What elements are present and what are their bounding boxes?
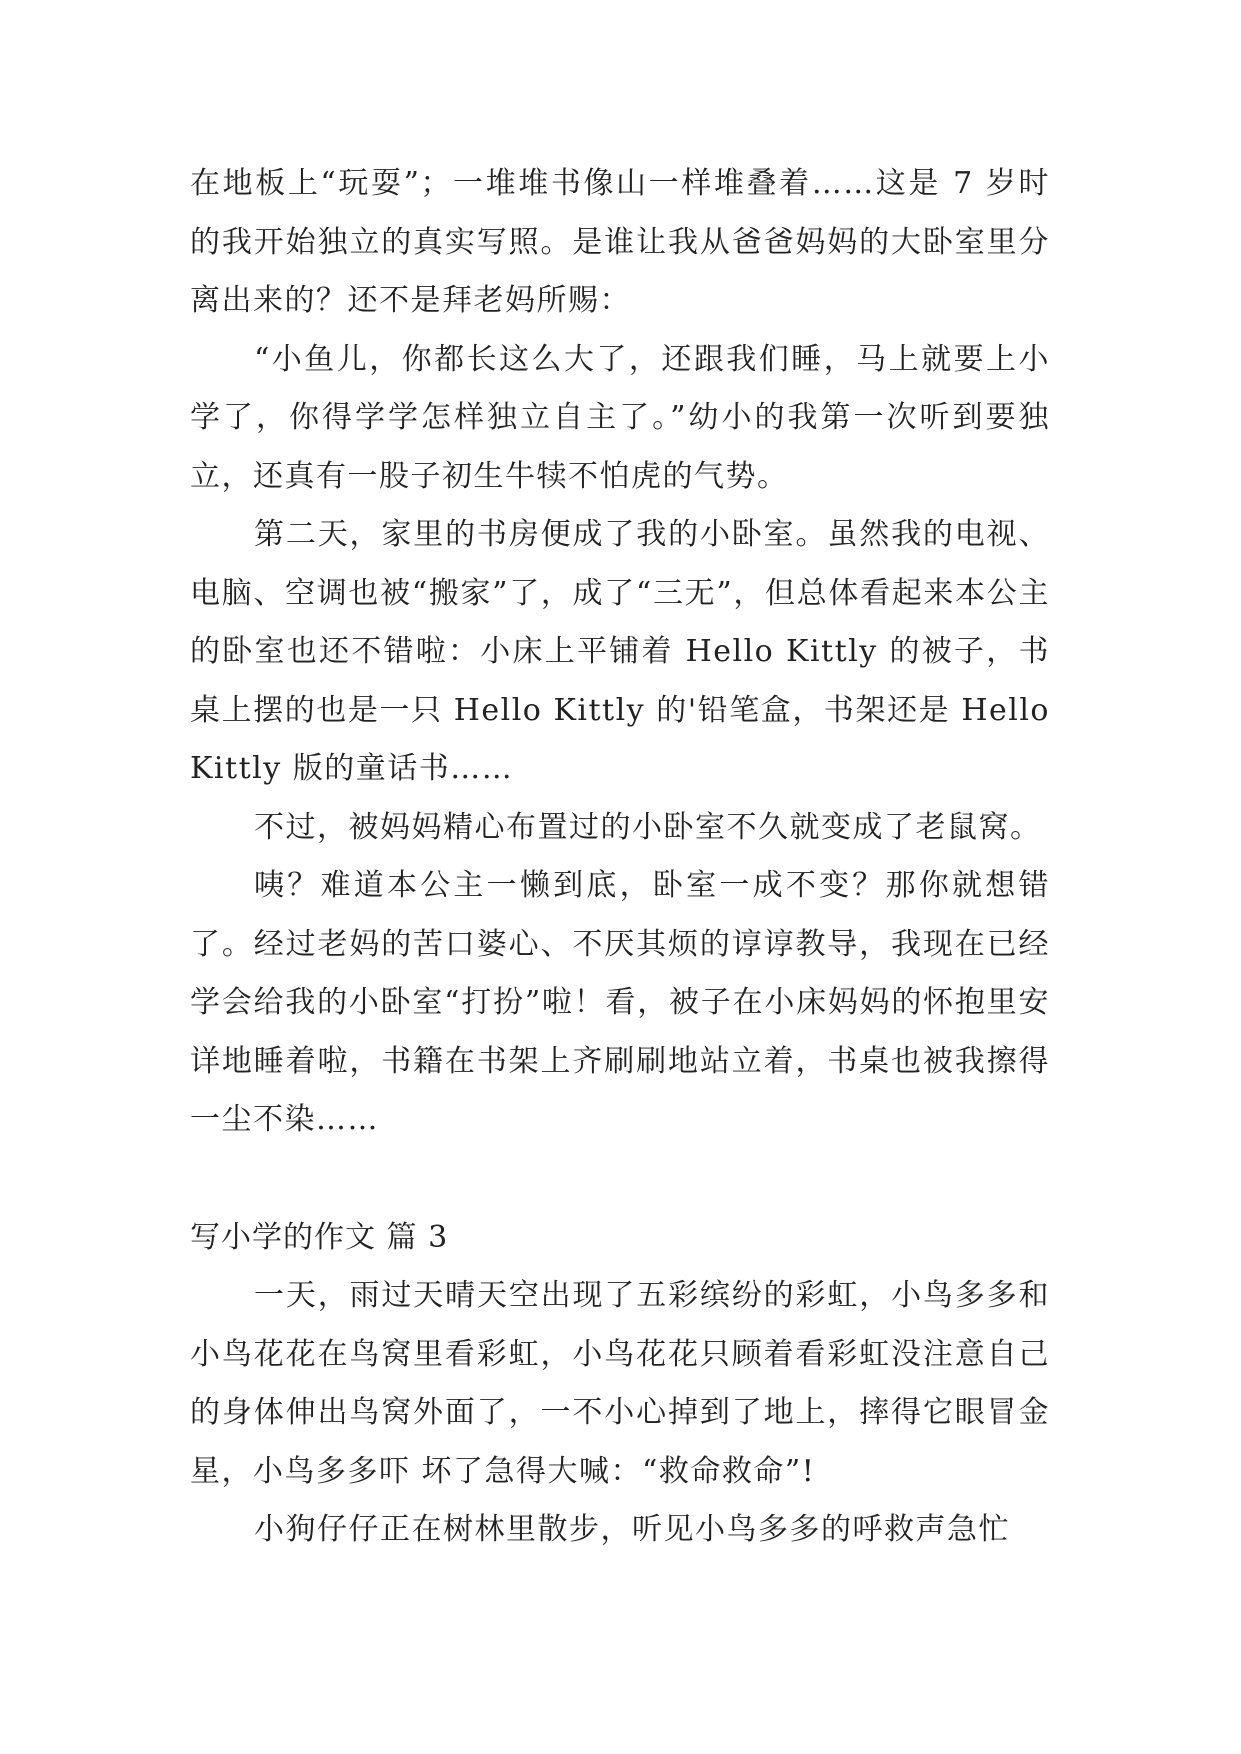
essay-body-part-two	[190, 1267, 1050, 1560]
paragraph: 咦？难道本公主一懒到底，卧室一成不变？那你就想错了。经过老妈的苦口婆心、不厌其烦的谆谆教导，我现在已经学会给我的小卧室“打扮”啦！看，被子在小床妈妈的怀抱里安详地睡着啦，书籍在书架上齐刷刷地站立着，书桌也被我擦得一尘不染……	[190, 868, 1050, 1137]
paragraph: 第二天，家里的书房便成了我的小卧室。虽然我的电视、电脑、空调也被“搬家”了，成了“三无”，但总体看起来本公主的卧室也还不错啦：小床上平铺着 Hello Kittly 的被子，书桌上摆的也是一只 Hello Kittly 的'铅笔盒，书架还是 Hello Kittly 版的童话书……	[190, 517, 1050, 786]
paragraph: 在地板上“玩耍”；一堆堆书像山一样堆叠着……这是 7 岁时的我开始独立的真实写照。是谁让我从爸爸妈妈的大卧室里分离出来的？还不是拜老妈所赐：	[190, 166, 1050, 318]
paragraph: 一天，雨过天晴天空出现了五彩缤纷的彩虹，小鸟多多和小鸟花花在鸟窝里看彩虹，小鸟花花只顾着看彩虹没注意自己的身体伸出鸟窝外面了，一不小心掉到了地上，摔得它眼冒金星，小鸟多多吓 坏了急得大喊：“救命救命”!	[190, 1278, 1050, 1489]
paragraph: 小狗仔仔正在树林里散步，听见小鸟多多的呼救声急忙	[254, 1512, 1010, 1547]
paragraph: 不过，被妈妈精心布置过的小卧室不久就变成了老鼠窝。	[254, 809, 1042, 845]
paragraph: “小鱼儿，你都长这么大了，还跟我们睡，马上就要上小学了，你得学学怎样独立自主了。”幼小的我第一次听到要独立，还真有一股子初生牛犊不怕虎的气势。	[190, 341, 1050, 494]
essay-body-part-one	[190, 155, 1050, 1150]
section-title: 写小学的作文 篇 3	[190, 1220, 449, 1255]
